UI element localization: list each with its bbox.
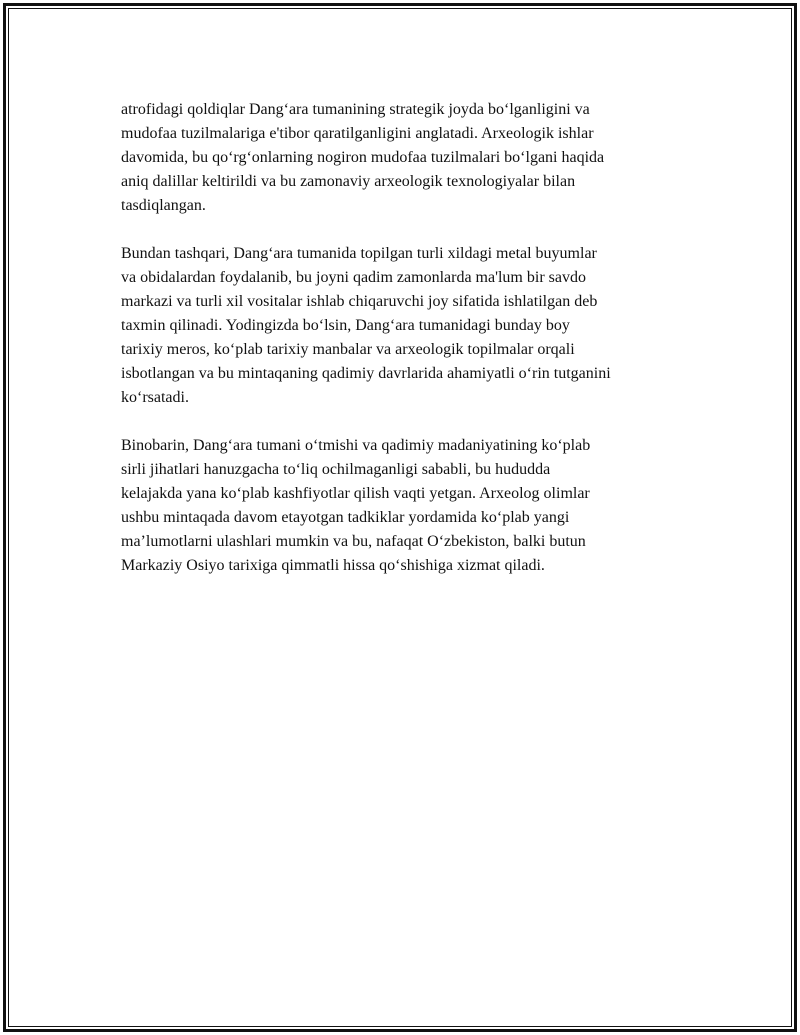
- paragraph-2: Bundan tashqari, Dang‘ara tumanida topilgan turli xildagi metal buyumlar va obidalardan foydalanib, bu joyni qadim zamonlarda ma'lum bir savdo markazi va turli xil vositalar ishlab chiqaruvchi joy sifatida ishlatilgan deb taxmin qilinadi. Yodingizda bo‘lsin, Dang‘ara tumanidagi bunday boy tarixiy meros, ko‘plab tarixiy manbalar va arxeologik topilmalar orqali isbotlangan va bu mintaqaning qadimiy davrlarida ahamiyatli o‘rin tutganini ko‘rsatadi.: [121, 245, 611, 406]
- page-frame: [3, 3, 797, 1032]
- paragraph-3: Binobarin, Dang‘ara tumani o‘tmishi va qadimiy madaniyatining ko‘plab sirli jihatlari hanuzgacha to‘liq ochilmaganligi sababli, bu hududda kelajakda yana ko‘plab kashfiyotlar qilish vaqti yetgan. Arxeolog olimlar ushbu mintaqada davom etayotgan tadkiklar yordamida ko‘plab yangi ma’lumotlarni ulashlari mumkin va bu, nafaqat O‘zbekiston, balki butun Markaziy Osiyo tarixiga qimmatli hissa qo‘shishiga xizmat qiladi.: [121, 437, 591, 574]
- document-body: [121, 98, 701, 602]
- paragraph-1: atrofidagi qoldiqlar Dang‘ara tumanining strategik joyda bo‘lganligini va mudofaa tuzilmalariga e'tibor qaratilganligini anglatadi. Arxeologik ishlar davomida, bu qo‘rg‘onlarning nogiron mudofaa tuzilmalari bo‘lgani haqida aniq dalillar keltirildi va bu zamonaviy arxeologik texnologiyalar bilan tasdiqlangan.: [121, 101, 605, 214]
